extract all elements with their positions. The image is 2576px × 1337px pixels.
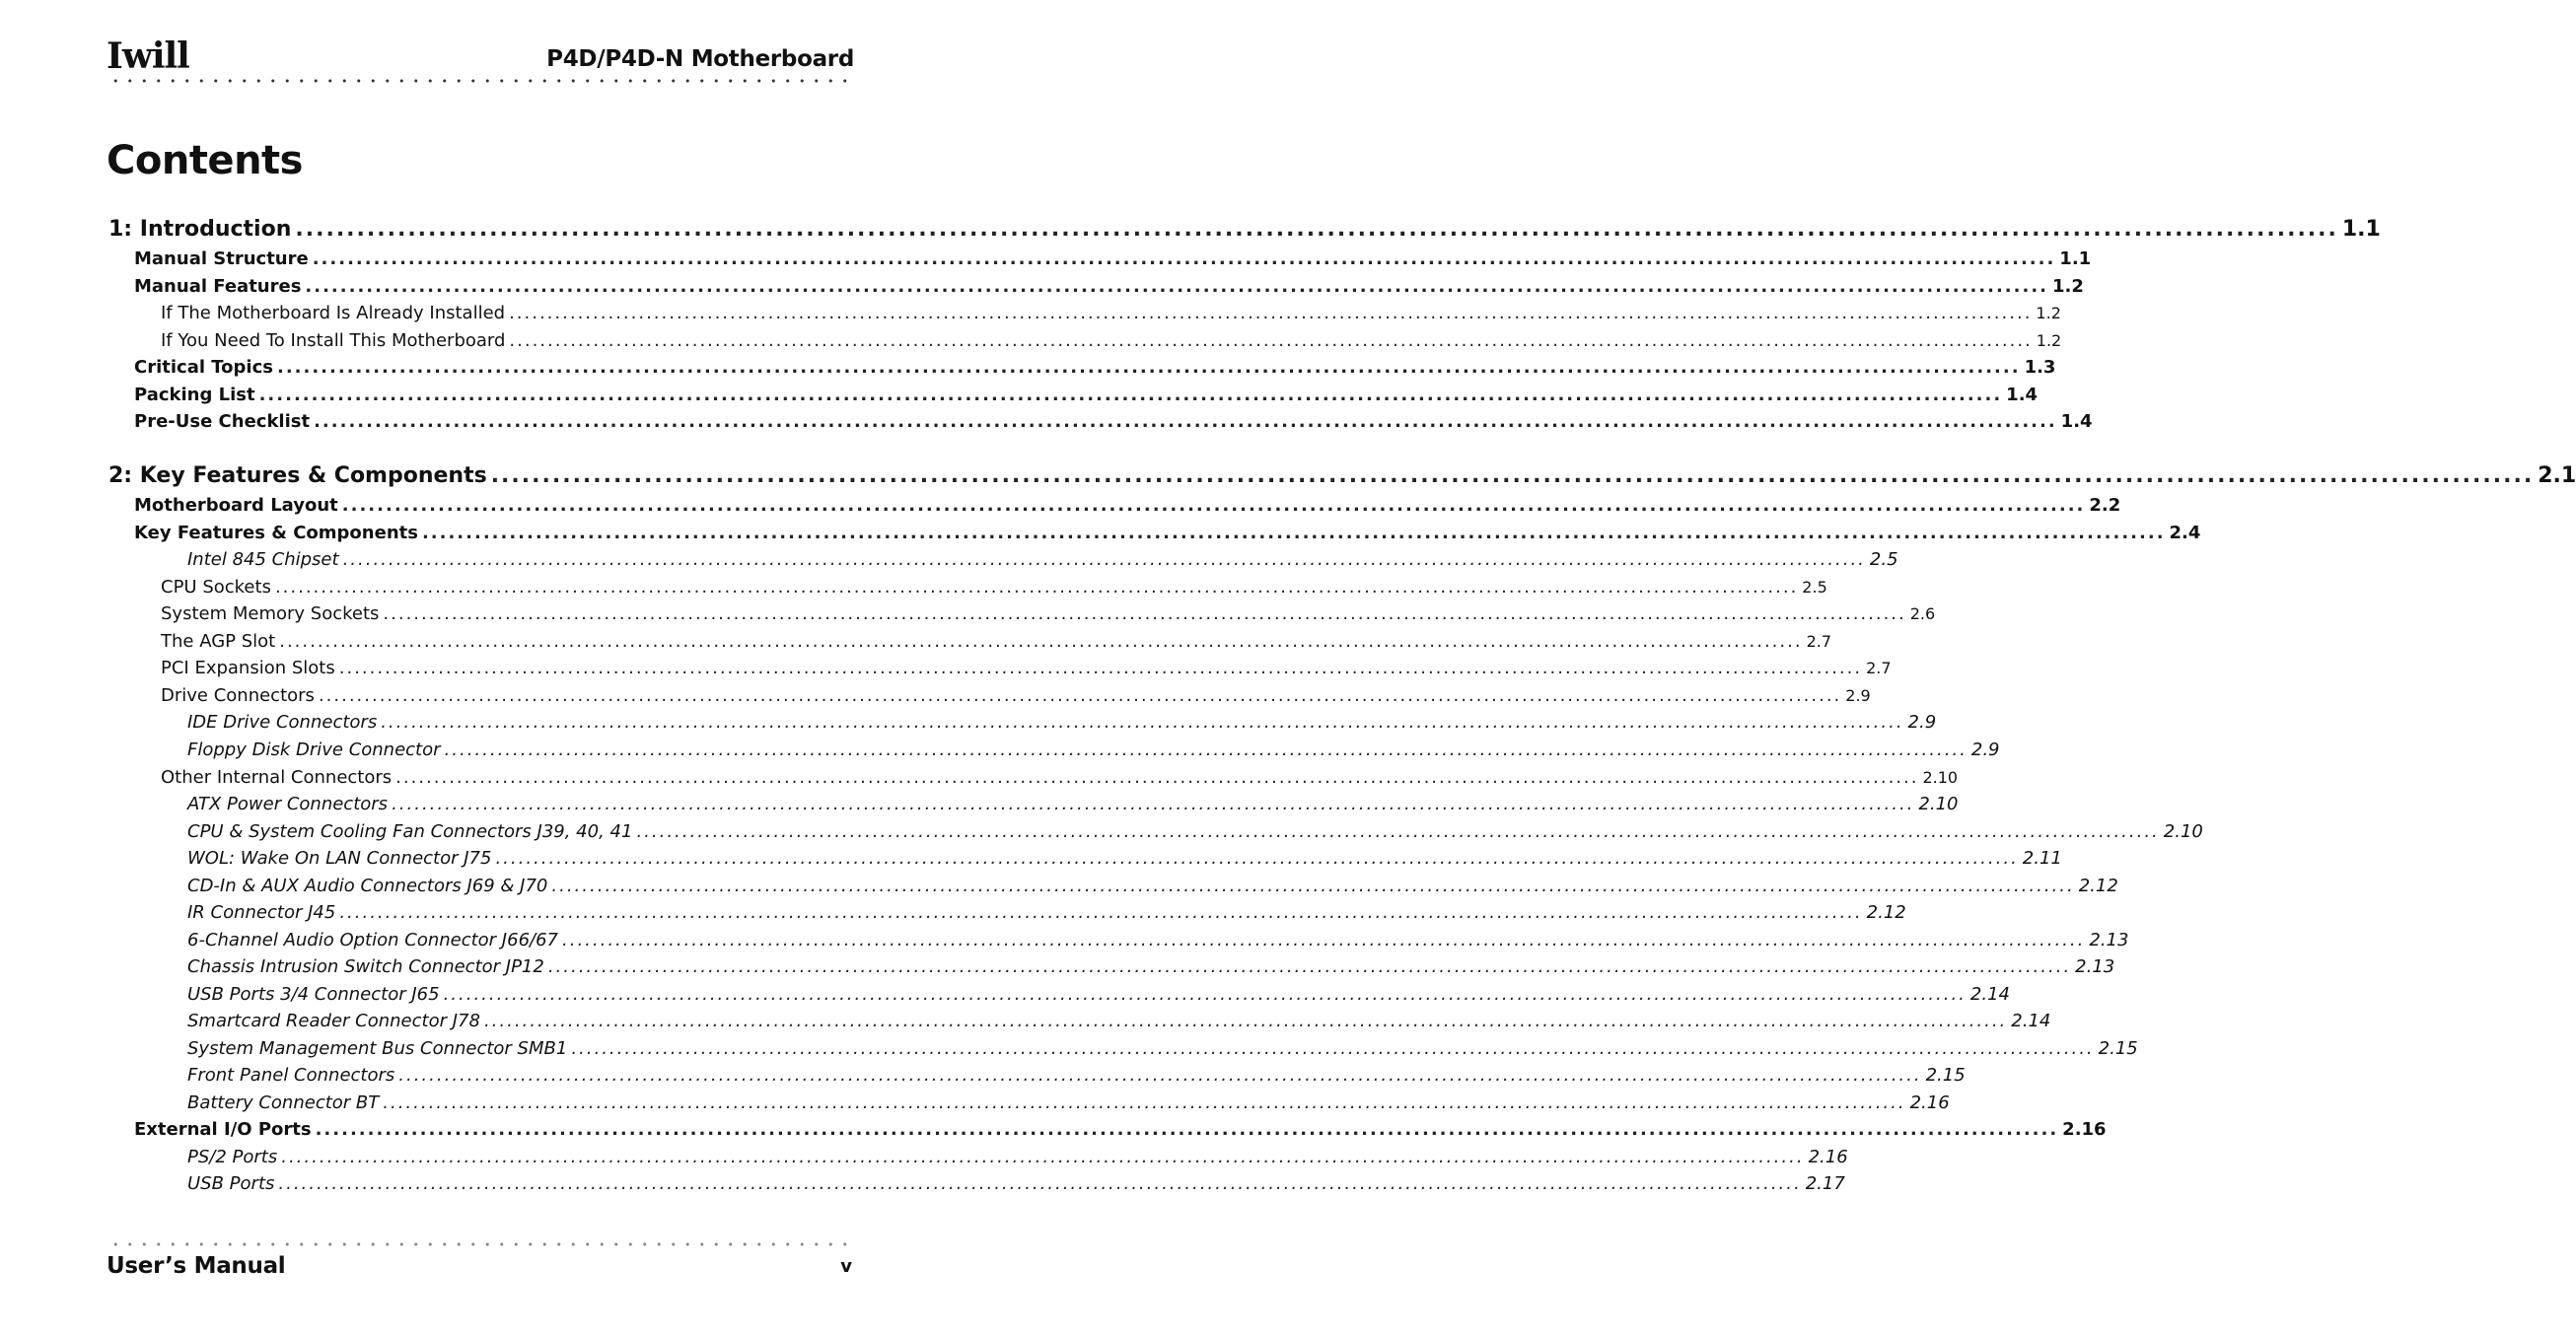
- toc-entry[interactable]: [161, 767, 1959, 794]
- toc-entry-page: 2.2: [2089, 495, 2121, 516]
- toc-entry-label: Other Internal Connectors: [161, 767, 393, 788]
- toc-entry-label: If You Need To Install This Motherboard: [161, 330, 506, 351]
- toc-dot-leader: ........................................................................................................................................................................................................: [571, 1038, 2095, 1059]
- toc-entry-page: 2.4: [2169, 523, 2201, 543]
- toc-entry-page: 2.12: [2078, 876, 2118, 896]
- header-title: P4D/P4D-N Motherboard: [546, 46, 854, 72]
- toc-entry-label: Critical Topics: [134, 357, 273, 378]
- toc-dot-leader: ........................................................................................................................................................................................................: [278, 1173, 1802, 1194]
- toc-dot-leader: ........................................................................................................................................................................................................: [339, 902, 1863, 923]
- toc-entry-label: USB Ports 3/4 Connector J65: [187, 984, 440, 1005]
- toc-entry[interactable]: [187, 1011, 2051, 1037]
- toc-dot-leader: ........................................................................................................................................................................................................: [395, 767, 1919, 788]
- toc-entry-page: 2.10: [1918, 794, 1959, 814]
- toc-dot-leader: ........................................................................................................................................................................................................: [342, 549, 1866, 570]
- toc-entry-label: Pre-Use Checklist: [134, 411, 311, 432]
- toc-entry[interactable]: [161, 577, 1827, 603]
- toc-dot-leader: ........................................................................................................................................................................................................: [551, 876, 2075, 896]
- toc-dot-leader: ........................................................................................................................................................................................................: [341, 495, 2086, 516]
- toc-entry-label: System Management Bus Connector SMB1: [187, 1038, 568, 1059]
- toc-dot-leader: ........................................................................................................................................................................................................: [381, 712, 1904, 733]
- toc-entry-page: 2.7: [1866, 659, 1892, 677]
- toc-entry-label: Intel 845 Chipset: [187, 549, 339, 570]
- toc-entry-page: 2.12: [1866, 902, 1906, 923]
- toc-entry-label: CPU & System Cooling Fan Connectors J39, 40, 41: [187, 821, 633, 842]
- toc-entry-label: PCI Expansion Slots: [161, 658, 335, 678]
- toc-entry[interactable]: [134, 411, 2093, 438]
- toc-entry[interactable]: [161, 603, 1936, 630]
- toc-entry-label: Smartcard Reader Connector J78: [187, 1011, 480, 1031]
- toc-dot-leader: ........................................................................................................................................................................................................: [279, 631, 1803, 652]
- toc-dot-leader: ........................................................................................................................................................................................................: [443, 984, 1967, 1005]
- toc-entry-page: 2.10: [1922, 768, 1959, 787]
- toc-dot-leader: ........................................................................................................................................................................................................: [421, 523, 2166, 543]
- toc-dot-leader: ........................................................................................................................................................................................................: [562, 930, 2086, 950]
- toc-entry-page: 2.16: [1909, 1092, 1950, 1113]
- toc-entry-label: 6-Channel Audio Option Connector J66/67: [187, 930, 558, 950]
- toc-dot-leader: ........................................................................................................................................................................................................: [490, 463, 2535, 488]
- toc-entry-label: Packing List: [134, 385, 255, 405]
- toc-entry-label: System Memory Sockets: [161, 603, 380, 624]
- toc-entry[interactable]: [187, 1147, 1848, 1173]
- toc-entry[interactable]: [187, 848, 2062, 875]
- toc-entry-page: 2.9: [1970, 739, 2000, 760]
- toc-entry[interactable]: [134, 357, 2056, 384]
- toc-entry-label: If The Motherboard Is Already Installed: [161, 303, 506, 323]
- toc-dot-leader: ........................................................................................................................................................................................................: [314, 411, 2057, 432]
- toc-dot-leader: ........................................................................................................................................................................................................: [383, 1092, 1906, 1113]
- toc-entry-label: Drive Connectors: [161, 685, 315, 706]
- toc-dot-leader: ........................................................................................................................................................................................................: [509, 330, 2033, 351]
- toc-entry[interactable]: [108, 217, 2381, 246]
- toc-entry[interactable]: [134, 276, 2084, 303]
- toc-dot-leader: ........................................................................................................................................................................................................: [305, 276, 2048, 297]
- toc-dot-leader: ........................................................................................................................................................................................................: [276, 357, 2021, 378]
- toc-entry-label: Chassis Intrusion Switch Connector JP12: [187, 956, 544, 977]
- toc-dot-leader: ........................................................................................................................................................................................................: [444, 739, 1968, 760]
- toc-dot-leader: ........................................................................................................................................................................................................: [495, 848, 2019, 869]
- toc-dot-leader: ........................................................................................................................................................................................................: [338, 658, 1863, 678]
- toc-dot-leader: ........................................................................................................................................................................................................: [509, 303, 2033, 323]
- toc-entry[interactable]: [161, 303, 2061, 329]
- toc-dot-leader: ........................................................................................................................................................................................................: [398, 1065, 1922, 1086]
- toc-entry-page: 1.1: [2059, 248, 2092, 269]
- toc-entry-page: 2.14: [2011, 1011, 2051, 1031]
- toc-entry[interactable]: [161, 330, 2062, 357]
- toc-entry-label: WOL: Wake On LAN Connector J75: [187, 848, 492, 869]
- toc-entry-page: 2.15: [2098, 1038, 2138, 1059]
- toc-entry-page: 2.10: [2163, 821, 2203, 842]
- toc-dot-leader: ........................................................................................................................................................................................................: [383, 603, 1906, 624]
- toc-entry[interactable]: [187, 794, 1959, 820]
- footer-page-number: v: [840, 1256, 852, 1277]
- toc-entry-page: 2.15: [1925, 1065, 1966, 1086]
- toc-entry-page: 1.2: [2036, 331, 2062, 350]
- toc-entry-page: 1.2: [2052, 276, 2084, 297]
- toc-entry[interactable]: [108, 463, 2576, 493]
- toc-entry-page: 2.5: [1869, 549, 1898, 570]
- toc-entry-page: 2.11: [2022, 848, 2062, 869]
- toc-entry[interactable]: [134, 495, 2121, 522]
- toc-entry-label: IDE Drive Connectors: [187, 712, 378, 733]
- toc-entry-page: 2.13: [2075, 956, 2115, 977]
- toc-entry-page: 2.9: [1845, 686, 1871, 705]
- page-title: Contents: [107, 138, 303, 183]
- header-dotted-rule: [108, 79, 854, 83]
- toc-entry-page: 2.9: [1907, 712, 1937, 733]
- toc-entry-label: External I/O Ports: [134, 1119, 312, 1140]
- iwill-logo: Iwill: [107, 35, 189, 77]
- toc-dot-leader: ........................................................................................................................................................................................................: [547, 956, 2072, 977]
- toc-entry[interactable]: [187, 739, 2000, 766]
- toc-entry-label: Motherboard Layout: [134, 495, 338, 516]
- toc-entry-label: The AGP Slot: [161, 631, 276, 652]
- toc-entry-label: CD-In & AUX Audio Connectors J69 & J70: [187, 876, 548, 896]
- toc-entry[interactable]: [187, 956, 2115, 983]
- toc-entry-label: Battery Connector BT: [187, 1092, 380, 1113]
- toc-entry-page: 1.2: [2036, 304, 2061, 322]
- toc-entry-page: 1.1: [2341, 217, 2381, 242]
- toc-entry-page: 1.3: [2024, 357, 2056, 378]
- toc-entry[interactable]: [187, 712, 1937, 739]
- toc-dot-leader: ........................................................................................................................................................................................................: [318, 685, 1842, 706]
- toc-entry-page: 2.5: [1802, 578, 1827, 597]
- toc-entry[interactable]: [187, 1065, 1966, 1091]
- footer-title: User’s Manual: [107, 1253, 286, 1279]
- footer-dotted-rule: [108, 1242, 854, 1246]
- toc-dot-leader: ........................................................................................................................................................................................................: [258, 385, 2003, 405]
- toc-entry[interactable]: [161, 658, 1892, 684]
- toc-entry[interactable]: [187, 876, 2118, 902]
- toc-entry-page: 2.14: [1969, 984, 2010, 1005]
- toc-entry-label: CPU Sockets: [161, 577, 271, 598]
- toc-entry-page: 1.4: [2006, 385, 2039, 405]
- toc-entry-label: Manual Features: [134, 276, 302, 297]
- toc-entry-label: USB Ports: [187, 1173, 275, 1194]
- toc-dot-leader: ........................................................................................................................................................................................................: [392, 794, 1915, 814]
- toc-entry-page: 1.4: [2060, 411, 2093, 432]
- toc-entry[interactable]: [187, 1038, 2138, 1065]
- toc-entry-page: 2.7: [1806, 632, 1832, 651]
- toc-entry[interactable]: [134, 385, 2039, 411]
- toc-entry[interactable]: [161, 631, 1832, 658]
- toc-entry[interactable]: [187, 902, 1906, 929]
- toc-entry-label: IR Connector J45: [187, 902, 336, 923]
- toc-entry[interactable]: [187, 821, 2203, 848]
- toc-dot-leader: ........................................................................................................................................................................................................: [636, 821, 2160, 842]
- toc-entry-label: Key Features & Components: [134, 523, 418, 543]
- toc-entry-label: Front Panel Connectors: [187, 1065, 395, 1086]
- toc-entry[interactable]: [187, 1173, 1845, 1200]
- toc-entry[interactable]: [187, 1092, 1950, 1119]
- toc-entry[interactable]: [134, 248, 2092, 275]
- toc-dot-leader: ........................................................................................................................................................................................................: [483, 1011, 2008, 1031]
- toc-entry[interactable]: [134, 523, 2201, 549]
- toc-entry-page: 2.17: [1805, 1173, 1845, 1194]
- toc-dot-leader: ........................................................................................................................................................................................................: [281, 1147, 1805, 1167]
- toc-entry-label: ATX Power Connectors: [187, 794, 389, 814]
- toc-entry-label: 1: Introduction: [108, 217, 292, 242]
- toc-entry-label: Manual Structure: [134, 248, 309, 269]
- toc-entry-page: 2.13: [2089, 930, 2129, 950]
- toc-dot-leader: ........................................................................................................................................................................................................: [312, 248, 2056, 269]
- toc-entry-label: 2: Key Features & Components: [108, 463, 487, 488]
- toc-entry[interactable]: [187, 930, 2129, 956]
- toc-entry-page: 2.16: [1808, 1147, 1848, 1167]
- toc-entry-page: 2.16: [2062, 1119, 2107, 1140]
- toc-entry-label: PS/2 Ports: [187, 1147, 278, 1167]
- toc-entry-page: 2.6: [1909, 604, 1936, 623]
- toc-entry-page: 2.1: [2538, 463, 2576, 488]
- toc-dot-leader: ........................................................................................................................................................................................................: [295, 217, 2338, 242]
- toc-entry[interactable]: [134, 1119, 2107, 1146]
- toc-entry[interactable]: [187, 984, 2010, 1011]
- toc-dot-leader: ........................................................................................................................................................................................................: [274, 577, 1799, 598]
- toc-entry[interactable]: [161, 685, 1871, 712]
- toc-dot-leader: ........................................................................................................................................................................................................: [315, 1119, 2059, 1140]
- toc-entry-label: Floppy Disk Drive Connector: [187, 739, 441, 760]
- toc-entry[interactable]: [187, 549, 1898, 576]
